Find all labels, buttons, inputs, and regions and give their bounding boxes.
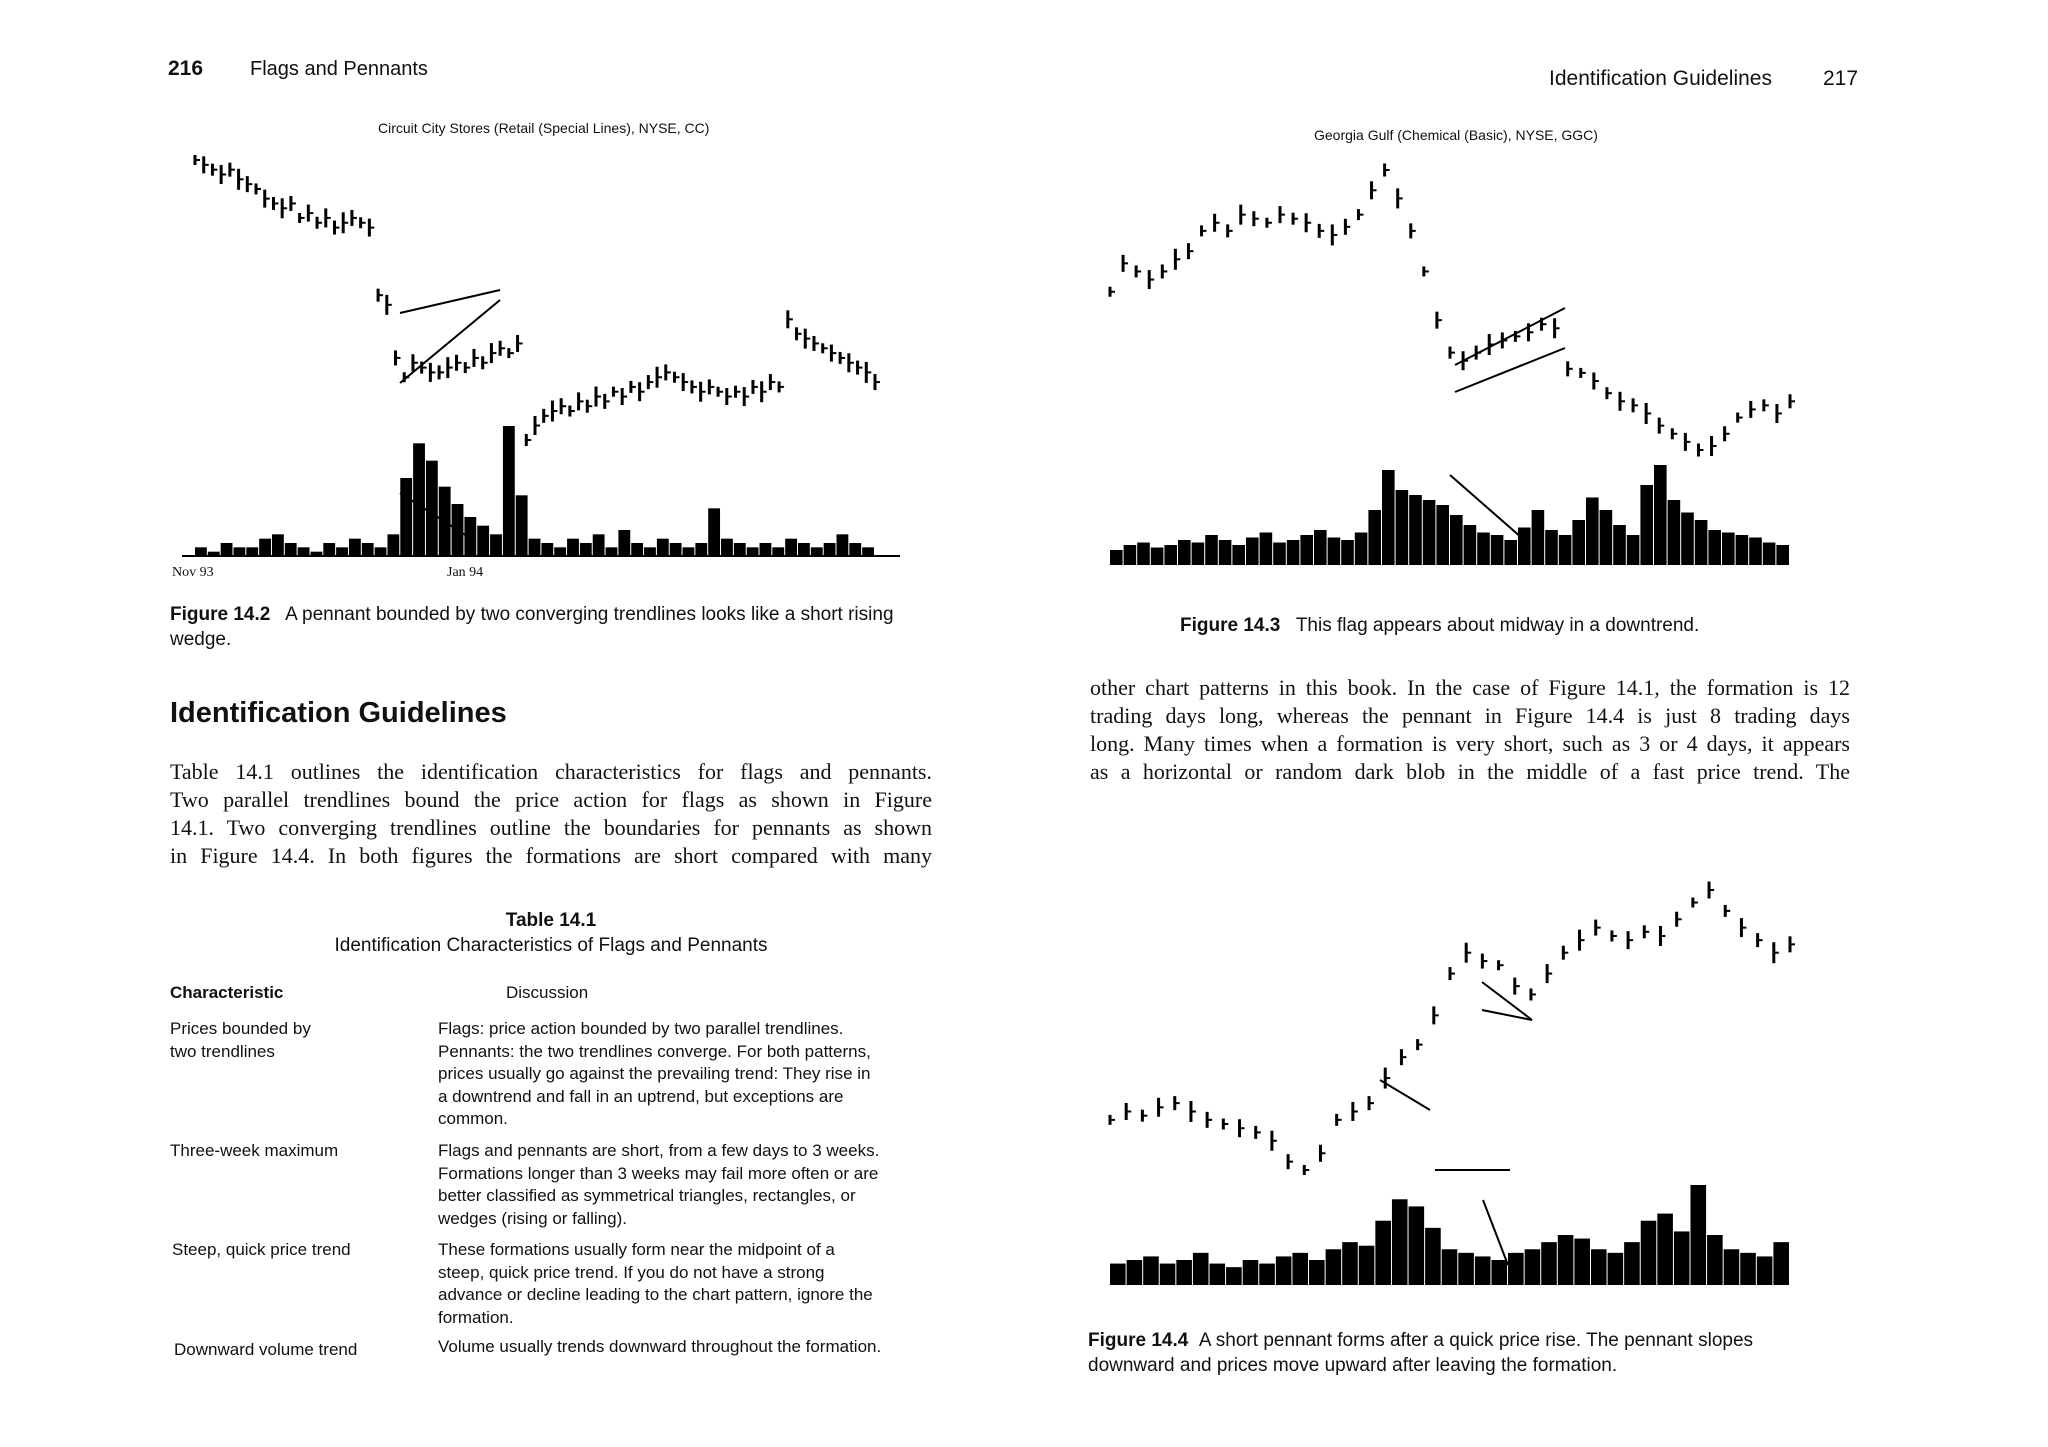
volume-bar: [734, 543, 746, 556]
volume-bar: [837, 534, 849, 556]
volume-bar: [1176, 1260, 1192, 1285]
figure-14-4-price-bars: [1110, 882, 1795, 1176]
right-page-number: 217: [1823, 67, 1859, 90]
volume-bar: [1757, 1256, 1773, 1285]
volume-bar: [1654, 465, 1667, 565]
right-paragraph-line: long. Many times when a formation is very short, such as 3 or 4 days, it appears: [1090, 731, 1850, 756]
volume-bar: [1591, 1249, 1607, 1285]
volume-bar: [503, 426, 515, 556]
table-cell-line: formation.: [438, 1307, 514, 1327]
volume-bar: [195, 547, 207, 556]
figure-14-4-caption-label: Figure 14.4: [1088, 1330, 1189, 1351]
table-cell-line: Steep, quick price trend: [172, 1240, 351, 1259]
volume-bar: [1442, 1249, 1458, 1285]
volume-bar: [336, 547, 348, 556]
volume-bar: [1314, 530, 1327, 565]
volume-bar: [1243, 1260, 1259, 1285]
figure-14-4-caption-line-2: downward and prices move upward after leaving the formation.: [1088, 1355, 1618, 1376]
volume-bar: [1574, 1239, 1590, 1285]
volume-bar: [1392, 1199, 1408, 1285]
volume-bar: [1309, 1260, 1325, 1285]
table-cell-line: Flags and pennants are short, from a few days to 3 weeks.: [438, 1141, 880, 1160]
volume-bar: [1382, 470, 1395, 565]
volume-bar: [1423, 500, 1436, 565]
figure-14-2-trendline-upper: [400, 290, 500, 313]
table-cell-line: Prices bounded by: [170, 1019, 311, 1038]
volume-bar: [1292, 1253, 1308, 1285]
volume-bar: [349, 539, 361, 556]
volume-bar: [1763, 543, 1776, 566]
volume-bar: [1724, 1249, 1740, 1285]
volume-bar: [1342, 1242, 1358, 1285]
volume-bar: [1541, 1242, 1557, 1285]
volume-bar: [772, 547, 784, 556]
volume-bar: [785, 539, 797, 556]
volume-bar: [1640, 485, 1653, 565]
table-title: Identification Characteristics of Flags and Pennants: [334, 935, 768, 956]
left-running-head: Flags and Pennants: [250, 58, 428, 80]
volume-bar: [1572, 520, 1585, 565]
right-paragraph-line: as a horizontal or random dark blob in the middle of a fast price trend. The: [1090, 759, 1850, 784]
volume-bar: [285, 543, 297, 556]
figure-14-2-x-tick-0: Nov 93: [172, 565, 214, 580]
volume-bar: [1491, 1260, 1507, 1285]
volume-bar: [1708, 530, 1721, 565]
volume-bar: [670, 543, 682, 556]
table-row-2-discussion: [438, 1140, 938, 1230]
volume-bar: [1273, 543, 1286, 566]
volume-bar: [375, 547, 387, 556]
figure-14-2-chart-title: Circuit City Stores (Retail (Special Lines), NYSE, CC): [378, 120, 710, 136]
volume-bar: [747, 547, 759, 556]
volume-bar: [1178, 540, 1191, 565]
volume-bar: [1464, 525, 1477, 565]
volume-bar: [1657, 1214, 1673, 1285]
volume-bar: [1613, 525, 1626, 565]
table-header-characteristic: Characteristic: [170, 983, 284, 1002]
volume-bar: [1600, 510, 1613, 565]
figure-14-4-caption-line-1: [1088, 1328, 1850, 1353]
figure-14-2-caption-label: Figure 14.2: [170, 604, 271, 625]
table-cell-line: These formations usually form near the midpoint of a: [438, 1240, 835, 1259]
volume-bar: [1608, 1253, 1624, 1285]
table-row-3-discussion: [438, 1239, 938, 1329]
volume-bar: [631, 543, 643, 556]
left-page-number: 216: [168, 57, 204, 80]
volume-bar: [1375, 1221, 1391, 1285]
volume-bar: [849, 543, 861, 556]
table-header-discussion: Discussion: [506, 983, 589, 1002]
left-paragraph: [170, 758, 932, 870]
volume-bar: [1518, 528, 1531, 566]
volume-bar: [1586, 498, 1599, 566]
volume-bar: [1668, 500, 1681, 565]
volume-bar: [593, 534, 605, 556]
table-cell-line: Flags: price action bounded by two parallel trendlines.: [438, 1019, 844, 1038]
volume-bar: [298, 547, 310, 556]
figure-14-2-volume-bars: [195, 426, 874, 556]
figure-14-2-x-tick-1: Jan 94: [447, 565, 484, 580]
figure-14-4-chart: [1090, 870, 1850, 1310]
volume-bar: [1525, 1249, 1541, 1285]
volume-bar: [1409, 495, 1422, 565]
volume-bar: [1504, 540, 1517, 565]
volume-bar: [1450, 515, 1463, 565]
figure-14-2-caption-text: A pennant bounded by two converging trendlines looks like a short rising wedge.: [170, 604, 894, 650]
volume-bar: [811, 547, 823, 556]
volume-bar: [1458, 1253, 1474, 1285]
volume-bar: [1287, 540, 1300, 565]
volume-bar: [1226, 1267, 1242, 1285]
volume-bar: [1674, 1231, 1690, 1285]
volume-bar: [618, 530, 630, 556]
volume-bar: [683, 547, 695, 556]
volume-bar: [1246, 538, 1259, 566]
volume-bar: [1160, 1264, 1176, 1285]
volume-bar: [1508, 1253, 1524, 1285]
volume-bar: [1409, 1206, 1425, 1285]
table-cell-line: Three-week maximum: [170, 1141, 339, 1160]
table-cell-line: a downtrend and fall in an uptrend, but exceptions are: [438, 1086, 844, 1106]
table-row-3-characteristic: [172, 1239, 351, 1262]
table-cell-line: prices usually go against the prevailing trend: They rise in: [438, 1064, 871, 1083]
volume-bar: [606, 547, 618, 556]
volume-bar: [1627, 535, 1640, 565]
volume-bar: [413, 443, 425, 556]
volume-bar: [1641, 1221, 1657, 1285]
table-cell-line: Volume usually trends downward throughout the formation.: [438, 1337, 882, 1356]
volume-bar: [1210, 1264, 1226, 1285]
left-paragraph-line: Two parallel trendlines bound the price action for flags as shown in Figure: [170, 787, 932, 812]
volume-bar: [529, 539, 541, 556]
right-paragraph-line: trading days long, whereas the pennant in Figure 14.4 is just 8 trading days: [1090, 703, 1850, 728]
volume-bar: [1205, 535, 1218, 565]
section-heading: Identification Guidelines: [170, 697, 507, 729]
volume-bar: [1192, 543, 1205, 566]
volume-bar: [1143, 1256, 1159, 1285]
volume-bar: [580, 543, 592, 556]
volume-bar: [1624, 1242, 1640, 1285]
volume-bar: [1110, 550, 1123, 565]
volume-bar: [695, 543, 707, 556]
volume-bar: [1232, 545, 1245, 565]
volume-bar: [1259, 1264, 1275, 1285]
figure-14-3-flag-upper: [1455, 308, 1565, 365]
volume-bar: [760, 543, 772, 556]
table-cell-line: steep, quick price trend. If you do not have a strong: [438, 1262, 825, 1282]
table-row-4-discussion: [438, 1336, 938, 1359]
volume-bar: [1219, 540, 1232, 565]
volume-bar: [1341, 540, 1354, 565]
volume-bar: [1681, 513, 1694, 566]
volume-bar: [567, 539, 579, 556]
table-cell-line: better classified as symmetrical triangles, rectangles, or: [438, 1186, 856, 1205]
volume-bar: [1124, 545, 1137, 565]
volume-bar: [1491, 535, 1504, 565]
volume-bar: [1326, 1249, 1342, 1285]
left-paragraph-line: in Figure 14.4. In both figures the formations are short compared with many: [170, 843, 932, 868]
figure-14-3-caption-label: Figure 14.3: [1180, 615, 1281, 636]
volume-bar: [1127, 1260, 1143, 1285]
volume-bar: [362, 543, 374, 556]
figure-14-4-caption-text: A short pennant forms after a quick price rise. The pennant slopes: [1198, 1330, 1754, 1351]
volume-bar: [1396, 490, 1409, 565]
volume-bar: [516, 495, 528, 556]
volume-bar: [1328, 538, 1341, 566]
figure-14-2-trendline-lower: [400, 300, 500, 383]
figure-14-4-pennant-marker: [1380, 1080, 1430, 1110]
volume-bar: [1137, 543, 1150, 566]
volume-bar: [1276, 1256, 1292, 1285]
volume-bar: [554, 547, 566, 556]
figure-14-2-chart: [170, 140, 930, 570]
volume-bar: [426, 461, 438, 556]
volume-bar: [1368, 510, 1381, 565]
table-row-1-characteristic: [170, 1018, 311, 1063]
figure-14-3-chart: [1090, 150, 1850, 580]
volume-bar: [1776, 545, 1789, 565]
volume-bar: [246, 547, 258, 556]
volume-bar: [1475, 1256, 1491, 1285]
figure-14-2-price-bars: [195, 155, 880, 446]
volume-bar: [233, 547, 245, 556]
table-row-4-characteristic: [174, 1339, 357, 1362]
volume-bar: [323, 543, 335, 556]
figure-14-2-caption: [170, 602, 940, 652]
volume-bar: [1477, 533, 1490, 566]
volume-bar: [1722, 533, 1735, 566]
table-cell-line: common.: [438, 1109, 508, 1128]
volume-bar: [1425, 1228, 1441, 1285]
figure-14-3-flag-lower: [1455, 348, 1565, 392]
figure-14-4-caption: [1088, 1328, 1850, 1378]
figure-14-3-caption-text: This flag appears about midway in a downtrend.: [1295, 615, 1700, 636]
table-number: Table 14.1: [505, 910, 597, 931]
volume-bar: [798, 543, 810, 556]
table-cell-line: Pennants: the two trendlines converge. For both patterns,: [438, 1041, 871, 1061]
volume-bar: [1300, 535, 1313, 565]
left-paragraph-line: 14.1. Two converging trendlines outline the boundaries for pennants as shown: [170, 815, 932, 840]
volume-bar: [1164, 545, 1177, 565]
volume-bar: [721, 539, 733, 556]
table-row-2-characteristic: [170, 1140, 338, 1163]
right-paragraph-line: other chart patterns in this book. In the case of Figure 14.1, the formation is 12: [1090, 675, 1850, 700]
table-cell-line: two trendlines: [170, 1041, 275, 1061]
figure-14-4-volume-bars: [1110, 1185, 1789, 1285]
volume-bar: [644, 547, 656, 556]
volume-bar: [1151, 548, 1164, 566]
volume-bar: [1740, 1253, 1756, 1285]
figure-14-3-price-bars: [1110, 164, 1795, 457]
volume-bar: [1749, 538, 1762, 566]
volume-bar: [477, 526, 489, 556]
volume-bar: [1558, 1235, 1574, 1285]
figure-14-3-caption: [1180, 613, 1699, 638]
table-cell-line: advance or decline leading to the chart pattern, ignore the: [438, 1285, 873, 1304]
volume-bar: [1532, 510, 1545, 565]
left-paragraph-line: Table 14.1 outlines the identification characteristics for flags and pennants.: [170, 759, 932, 784]
figure-14-3-chart-title: Georgia Gulf (Chemical (Basic), NYSE, GGC): [1314, 127, 1598, 143]
volume-bar: [1260, 533, 1273, 566]
volume-bar: [1355, 533, 1368, 566]
volume-bar: [1110, 1264, 1126, 1285]
table-cell-line: Formations longer than 3 weeks may fail more often or are: [438, 1163, 879, 1183]
volume-bar: [1545, 530, 1558, 565]
table-row-1-discussion: [438, 1018, 938, 1131]
volume-bar: [490, 534, 502, 556]
figure-14-4-volume-trendline: [1483, 1200, 1508, 1265]
volume-bar: [1559, 535, 1572, 565]
table-cell-line: wedges (rising or falling).: [438, 1208, 627, 1228]
volume-bar: [272, 534, 284, 556]
volume-bar: [862, 547, 874, 556]
volume-bar: [541, 543, 553, 556]
volume-bar: [1695, 520, 1708, 565]
volume-bar: [708, 508, 720, 556]
volume-bar: [1736, 535, 1749, 565]
volume-bar: [1436, 505, 1449, 565]
volume-bar: [824, 543, 836, 556]
volume-bar: [1707, 1235, 1723, 1285]
volume-bar: [387, 534, 399, 556]
right-running-head: Identification Guidelines: [1549, 67, 1772, 90]
volume-bar: [259, 539, 271, 556]
volume-bar: [400, 478, 412, 556]
volume-bar: [1193, 1253, 1209, 1285]
volume-bar: [1690, 1185, 1706, 1285]
right-paragraph: [1090, 674, 1850, 786]
table-cell-line: Downward volume trend: [174, 1340, 358, 1359]
figure-14-3-volume-bars: [1110, 465, 1789, 565]
volume-bar: [221, 543, 233, 556]
volume-bar: [1773, 1242, 1789, 1285]
volume-bar: [1359, 1246, 1375, 1285]
volume-bar: [657, 539, 669, 556]
